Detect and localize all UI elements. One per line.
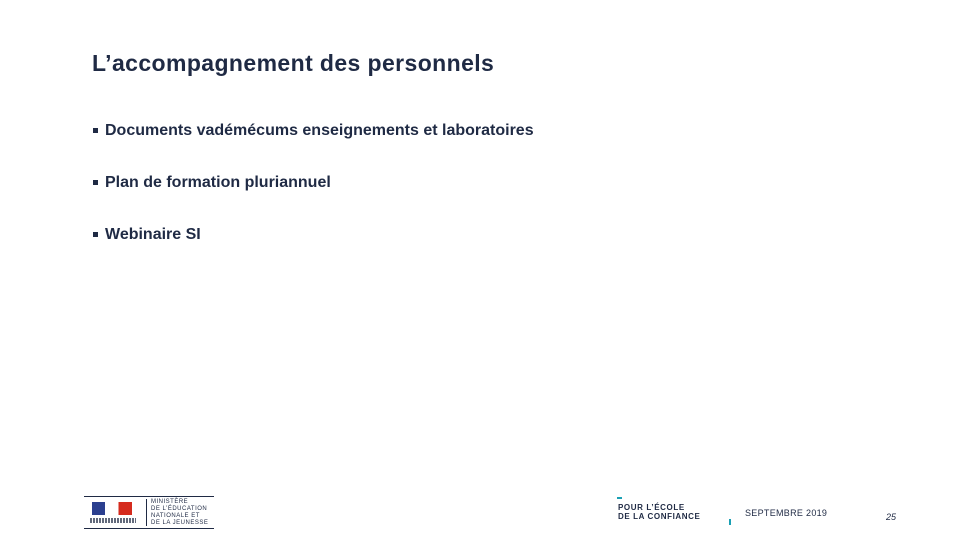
campaign-line-2: DE LA CONFIANCE bbox=[618, 512, 701, 521]
bullet-item bbox=[92, 120, 534, 172]
bullet-text: Webinaire SI bbox=[105, 226, 201, 243]
bullet-item bbox=[92, 224, 534, 276]
ministry-logo bbox=[84, 496, 214, 529]
footer-date: SEPTEMBRE 2019 bbox=[745, 508, 828, 518]
bullet-list bbox=[92, 120, 534, 276]
marianne-flag-icon bbox=[92, 502, 132, 515]
bullet-text: Plan de formation pluriannuel bbox=[105, 174, 331, 191]
bullet-text: Documents vadémécums enseignements et laboratoires bbox=[105, 122, 534, 139]
campaign-tick-icon bbox=[729, 519, 731, 525]
page-number: 25 bbox=[886, 512, 897, 522]
bullet-item bbox=[92, 172, 534, 224]
ministry-name-line: DE L’ÉDUCATION bbox=[151, 505, 208, 512]
logo-divider bbox=[146, 499, 147, 526]
square-bullet-icon bbox=[93, 180, 98, 185]
republique-francaise-mark bbox=[90, 518, 136, 523]
ministry-name-line: DE LA JEUNESSE bbox=[151, 519, 209, 526]
republic-flag-icon bbox=[84, 497, 144, 528]
slide-title: L’accompagnement des personnels bbox=[92, 50, 495, 76]
ministry-name-line: NATIONALE ET bbox=[151, 512, 200, 519]
campaign-tick-icon bbox=[617, 497, 622, 499]
ministry-name bbox=[151, 499, 208, 527]
campaign-line-1: POUR L’ÉCOLE bbox=[618, 503, 685, 512]
square-bullet-icon bbox=[93, 128, 98, 133]
ministry-name-line: MINISTÈRE bbox=[151, 498, 189, 505]
campaign-logo bbox=[617, 497, 731, 525]
square-bullet-icon bbox=[93, 232, 98, 237]
